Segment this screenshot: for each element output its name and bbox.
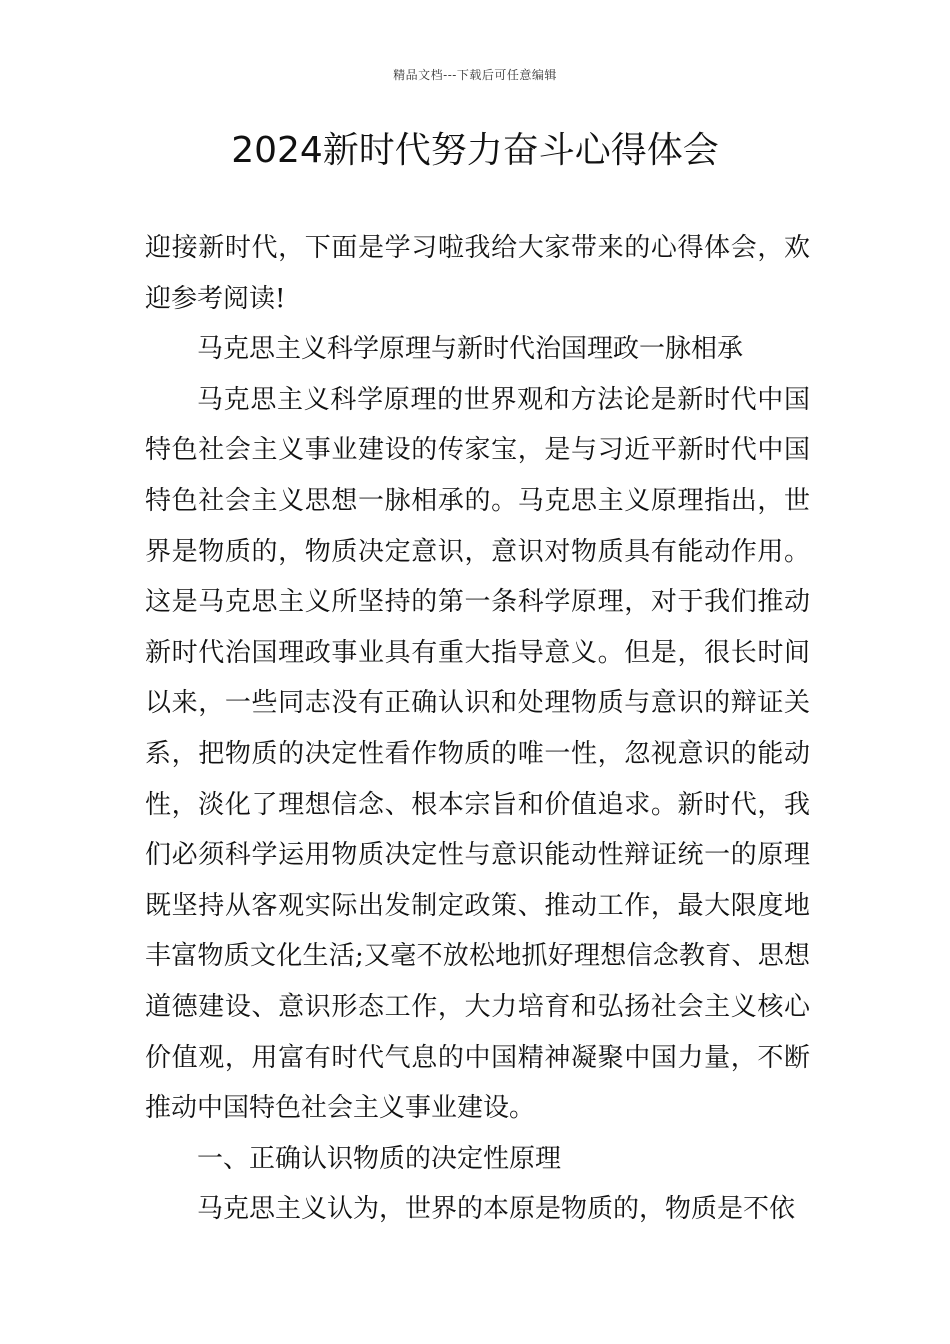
header-note: 精品文档---下载后可任意编辑 <box>393 68 557 82</box>
body-paragraph: 马克思主义科学原理的世界观和方法论是新时代中国特色社会主义事业建设的传家宝，是与习近平新时代中国特色社会主义思想一脉相承的。马克思主义原理指出，世界是物质的，物质决定意识，意识对物质具有能动作用。这是马克思主义所坚持的第一条科学原理，对于我们推动新时代治国理政事业具有重大指导意义。但是，很长时间以来，一些同志没有正确认识和处理物质与意识的辩证关系，把物质的决定性看作物质的唯一性，忽视意识的能动性，淡化了理想信念、根本宗旨和价值追求。新时代，我们必须科学运用物质决定性与意识能动性辩证统一的原理既坚持从客观实际出发制定政策、推动工作，最大限度地丰富物质文化生活;又毫不放松地抓好理想信念教育、思想道德建设、意识形态工作，大力培育和弘扬社会主义核心价值观，用富有时代气息的中国精神凝聚中国力量，不断推动中国特色社会主义事业建设。 <box>145 384 810 1124</box>
body-paragraph-continued: 马克思主义认为，世界的本原是物质的，物质是不依 <box>197 1194 796 1225</box>
page-title: 2024新时代努力奋斗心得体会 <box>231 130 719 171</box>
subsection-heading: 一、正确认识物质的决定性原理 <box>197 1143 562 1174</box>
intro-paragraph: 迎接新时代，下面是学习啦我给大家带来的心得体会，欢迎参考阅读! <box>145 233 810 314</box>
section-heading: 马克思主义科学原理与新时代治国理政一脉相承 <box>197 334 744 365</box>
document-body <box>145 223 810 1235</box>
